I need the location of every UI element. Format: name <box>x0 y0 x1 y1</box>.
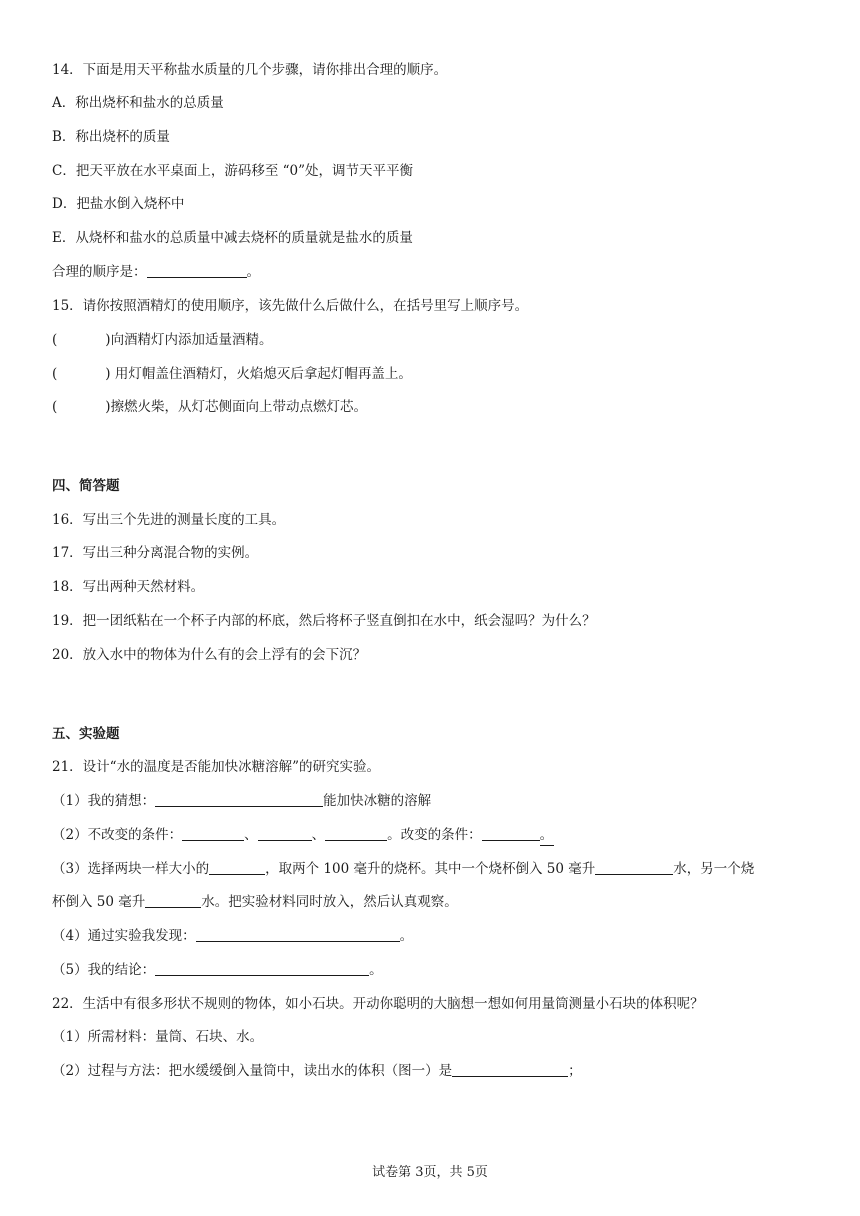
q21-p5-suffix: 。 <box>369 962 383 978</box>
q14-option-d: D．把盐水倒入烧杯中 <box>52 196 185 212</box>
q21-finding-blank[interactable] <box>196 927 400 942</box>
q21-conclusion-blank[interactable] <box>155 961 369 976</box>
q21-p1-prefix: （1）我的猜想： <box>52 793 156 809</box>
section5-title: 五、实验题 <box>52 726 120 742</box>
q21-p3a-suffix: 水，另一个烧 <box>673 861 755 877</box>
q21-water-blank-2[interactable] <box>145 893 201 908</box>
q15-item-2 <box>52 364 412 384</box>
q21-p4-suffix: 。 <box>399 928 414 944</box>
q21-water-blank-1[interactable] <box>595 860 673 875</box>
q19: 19．把一团纸粘在一个杯子内部的杯底，然后将杯子竖直倒扣在水中，纸会湿吗？为什么？ <box>52 613 596 629</box>
section4-title: 四、简答题 <box>52 478 120 494</box>
page-footer: 试卷第 3页，共 5页 <box>372 1165 488 1180</box>
q21-guess-blank[interactable] <box>155 792 323 807</box>
q14-stem: 14．下面是用天平称盐水质量的几个步骤，请你排出合理的顺序。 <box>52 62 448 78</box>
q14-option-e: E．从烧杯和盐水的总质量中减去烧杯的质量就是盐水的质量 <box>52 230 413 246</box>
q14-option-b: B．称出烧杯的质量 <box>52 129 170 145</box>
q21-fixed-blank-2[interactable] <box>258 826 312 841</box>
q21-changed-blank[interactable] <box>482 826 540 841</box>
q21-stem: 21．设计“水的温度是否能加快冰糖溶解”的研究实验。 <box>52 759 380 775</box>
q21-p3b-prefix: 杯倒入 50 毫升 <box>52 894 146 910</box>
q21-p1-suffix: 能加快冰糖的溶解 <box>323 793 432 809</box>
q21-material-blank[interactable] <box>209 860 265 875</box>
q14-answer-blank[interactable] <box>147 263 247 278</box>
q22-part-2 <box>52 1061 582 1081</box>
q21-part-3a <box>52 859 754 879</box>
q20: 20．放入水中的物体为什么有的会上浮有的会下沉？ <box>52 647 367 663</box>
q21-part-3b <box>52 892 458 912</box>
q15-paren-1[interactable]: ( ) <box>52 332 111 348</box>
q15-item-1 <box>52 330 273 350</box>
q17: 17．写出三种分离混合物的实例。 <box>52 545 259 561</box>
q14-option-a: A．称出烧杯和盐水的总质量 <box>52 95 224 111</box>
q18: 18．写出两种天然材料。 <box>52 579 205 595</box>
q22-part-1: （1）所需材料：量筒、石块、水。 <box>52 1029 264 1045</box>
q21-part-4 <box>52 926 413 946</box>
q22-p2-suffix: ； <box>568 1063 582 1079</box>
q21-p5-prefix: （5）我的结论： <box>52 962 156 978</box>
q22-stem: 22．生活中有很多形状不规则的物体，如小石块。开动你聪明的大脑想一想如何用量筒测量小石块的体积呢？ <box>52 996 704 1012</box>
q14-answer-prefix: 合理的顺序是： <box>52 264 147 280</box>
q22-p2-prefix: （2）过程与方法：把水缓缓倒入量筒中，读出水的体积（图一）是 <box>52 1063 453 1079</box>
q21-p2-end: 。 <box>540 825 554 846</box>
q14-answer-line <box>52 262 260 282</box>
q21-p4-prefix: （4）通过实验我发现： <box>52 928 196 944</box>
q21-p2-sep-1: 、 <box>244 827 258 843</box>
q15-item-3-text: 擦燃火柴，从灯芯侧面向上带动点燃灯芯。 <box>110 399 368 415</box>
q21-part-5 <box>52 960 383 980</box>
q15-paren-2[interactable]: ( ) <box>52 366 111 382</box>
q21-part-1 <box>52 791 431 811</box>
q15-item-3 <box>52 397 367 417</box>
q22-volume-blank[interactable] <box>452 1062 568 1077</box>
q15-paren-3[interactable]: ( ) <box>52 399 111 415</box>
q21-p3a-prefix: （3）选择两块一样大小的 <box>52 861 210 877</box>
q21-fixed-blank-3[interactable] <box>325 826 387 841</box>
q14-option-c: C．把天平放在水平桌面上，游码移至 “0”处，调节天平平衡 <box>52 163 414 179</box>
q21-part-2 <box>52 825 554 846</box>
q16: 16．写出三个先进的测量长度的工具。 <box>52 512 286 528</box>
q15-stem: 15．请你按照酒精灯的使用顺序，该先做什么后做什么，在括号里写上顺序号。 <box>52 298 529 314</box>
q21-p3b-suffix: 水。把实验材料同时放入，然后认真观察。 <box>201 894 458 910</box>
q21-p2-sep-2: 、 <box>311 827 326 843</box>
q15-item-2-text: 用灯帽盖住酒精灯，火焰熄灭后拿起灯帽再盖上。 <box>110 366 412 382</box>
q14-answer-suffix: 。 <box>246 264 260 280</box>
q21-p2-prefix: （2）不改变的条件： <box>52 827 183 843</box>
q21-fixed-blank-1[interactable] <box>182 826 244 841</box>
q15-item-1-text: 向酒精灯内添加适量酒精。 <box>110 332 273 348</box>
q21-p3a-mid: ，取两个 100 毫升的烧杯。其中一个烧杯倒入 50 毫升 <box>265 861 596 877</box>
q21-p2-mid: 。改变的条件： <box>387 827 482 843</box>
